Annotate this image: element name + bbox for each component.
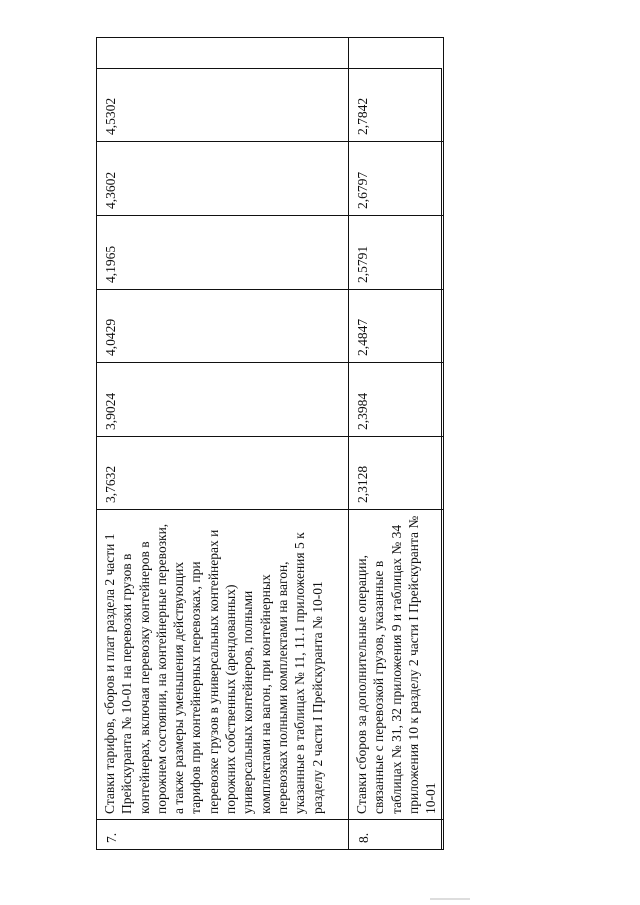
rate-cell: 4,1965 (97, 216, 349, 290)
row-number: 8. (349, 820, 444, 850)
rate-cell: 2,7842 (349, 38, 444, 142)
tariff-table (96, 37, 444, 850)
row-description: Ставки сборов за дополнительные операции, связанные с перевозкой грузов, указанные в таблицах № 31, 32 приложения 9 и таблицах № 34 приложения 10 к разделу 2 части I Прейскуранта № 10-01 (349, 510, 444, 820)
rate-cell: 2,6797 (349, 142, 444, 216)
rate-cell: 3,7632 (97, 437, 349, 510)
table-row (97, 38, 349, 850)
row-description: Ставки тарифов, сборов и плат раздела 2 части 1 Прейскуранта № 10-01 на перевозки грузов в контейнерах, включая перевозку контейнеров в порожнем состоянии, на контейнерные перевозки, а также размеры уменьшения действующих тарифов при контейнерных перевозках, при перевозке грузов в универсальных контейнерах и порожних собственных (арендованных) универсальных контейнеров, полными комплектами на вагон, при контейнерных перевозках полными комплектами на вагон, указанные в таблицах № 11, 11.1 приложения 5 к разделу 2 части I Прейскуранта № 10-01 (97, 510, 349, 820)
rate-cell: 2,3984 (349, 363, 444, 437)
rate-cell: 4,5302 (97, 38, 349, 142)
table-row (349, 38, 444, 850)
rate-cell: 2,5791 (349, 216, 444, 290)
rate-cell: 4,3602 (97, 142, 349, 216)
row-number: 7. (97, 820, 349, 850)
rate-cell: 2,3128 (349, 437, 444, 510)
rate-cell: 3,9024 (97, 363, 349, 437)
rate-cell: 2,4847 (349, 290, 444, 363)
rotated-tariff-table (96, 68, 442, 850)
scan-artifact (430, 898, 470, 900)
rate-cell: 4,0429 (97, 290, 349, 363)
